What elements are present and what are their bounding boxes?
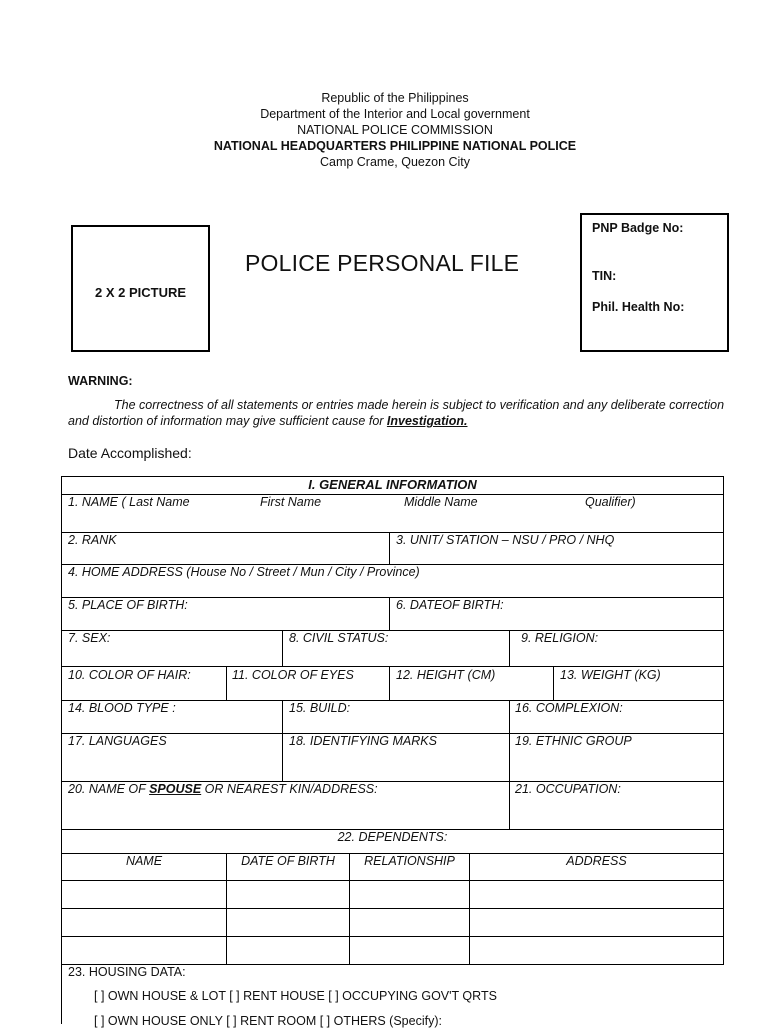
build-field[interactable]: 15. BUILD:: [289, 701, 351, 715]
dependents-header-dob: DATE OF BIRTH: [241, 854, 335, 868]
dependents-title: 22. DEPENDENTS:: [337, 830, 448, 844]
warning-body: The correctness of all statements or entries made herein is subject to verification and any deliberate correction and distortion of information may give sufficient cause for: [68, 398, 725, 428]
date-of-birth-field[interactable]: 6. DATEOF BIRTH:: [396, 598, 504, 612]
spouse-field[interactable]: [68, 782, 378, 796]
housing-options-row-2[interactable]: [ ] OWN HOUSE ONLY [ ] RENT ROOM [ ] OTHERS (Specify):: [94, 1014, 442, 1028]
blood-type-field[interactable]: 14. BLOOD TYPE :: [68, 701, 176, 715]
dependents-header-relationship: RELATIONSHIP: [364, 854, 455, 868]
header-republic: Republic of the Philippines: [321, 91, 469, 105]
languages-field[interactable]: 17. LANGUAGES: [68, 734, 167, 748]
name-field-label[interactable]: 1. NAME ( Last Name: [68, 495, 190, 509]
warning-emphasis: Investigation.: [386, 414, 468, 428]
first-name-label: First Name: [260, 495, 322, 509]
sex-field[interactable]: 7. SEX:: [68, 631, 111, 645]
section-general-information: I. GENERAL INFORMATION: [308, 477, 477, 492]
badge-number-label: PNP Badge No:: [592, 221, 684, 235]
housing-data-title: 23. HOUSING DATA:: [68, 965, 186, 979]
spouse-suffix: OR NEAREST KIN/ADDRESS:: [204, 782, 378, 796]
header-nhq: NATIONAL HEADQUARTERS PHILIPPINE NATIONAL POLICE: [213, 139, 577, 153]
identifying-marks-field[interactable]: 18. IDENTIFYING MARKS: [289, 734, 437, 748]
spouse-emphasis: SPOUSE: [149, 782, 202, 796]
height-field[interactable]: 12. HEIGHT (CM): [396, 668, 496, 682]
unit-station-field[interactable]: 3. UNIT/ STATION – NSU / PRO / NHQ: [396, 533, 615, 547]
housing-options-row-1[interactable]: [ ] OWN HOUSE & LOT [ ] RENT HOUSE [ ] OCCUPYING GOV'T QRTS: [94, 989, 497, 1003]
header-napolcom: NATIONAL POLICE COMMISSION: [297, 123, 493, 137]
hair-color-field[interactable]: 10. COLOR OF HAIR:: [68, 668, 191, 682]
dependents-header-address: ADDRESS: [566, 854, 627, 868]
civil-status-field[interactable]: 8. CIVIL STATUS:: [289, 631, 389, 645]
eye-color-field[interactable]: 11. COLOR OF EYES: [232, 668, 354, 682]
occupation-field[interactable]: 21. OCCUPATION:: [515, 782, 621, 796]
spouse-prefix: 20. NAME OF: [68, 782, 146, 796]
home-address-field[interactable]: 4. HOME ADDRESS (House No / Street / Mun / City / Province): [68, 565, 420, 579]
picture-box-label: 2 X 2 PICTURE: [94, 285, 187, 300]
qualifier-label: Qualifier): [585, 495, 636, 509]
warning-text: [68, 397, 728, 429]
picture-box[interactable]: [71, 225, 210, 352]
rank-field[interactable]: 2. RANK: [68, 533, 117, 547]
place-of-birth-field[interactable]: 5. PLACE OF BIRTH:: [68, 598, 188, 612]
dependents-header-name: NAME: [125, 854, 163, 868]
date-accomplished-label: Date Accomplished:: [68, 445, 192, 461]
header-location: Camp Crame, Quezon City: [319, 155, 471, 169]
philhealth-label: Phil. Health No:: [592, 300, 685, 314]
header-department: Department of the Interior and Local government: [260, 107, 530, 121]
ethnic-group-field[interactable]: 19. ETHNIC GROUP: [515, 734, 632, 748]
weight-field[interactable]: 13. WEIGHT (KG): [560, 668, 661, 682]
complexion-field[interactable]: 16. COMPLEXION:: [515, 701, 623, 715]
middle-name-label: Middle Name: [404, 495, 478, 509]
tin-label: TIN:: [592, 269, 617, 283]
warning-label: WARNING:: [68, 374, 133, 388]
page-title: POLICE PERSONAL FILE: [245, 250, 520, 276]
religion-field[interactable]: 9. RELIGION:: [521, 631, 599, 645]
